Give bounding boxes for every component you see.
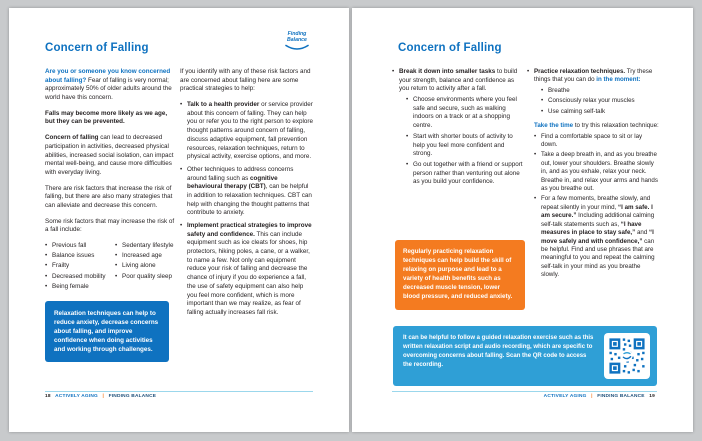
callout-guided-relaxation xyxy=(393,326,657,386)
qr-code-icon xyxy=(604,333,650,379)
relaxation-list xyxy=(527,68,660,280)
bullet-item: • Practice relaxation techniques. Try these things that you can do in the moment: • Breathe • Consciously relax your muscles • Use calming self-talk Take the time to try this relaxation technique: • Find a comfortable space to sit or lay down. • Take a deep breath in, and as you breathe out, lower your shoulders. Breathe slowly in, and as you exhale, relax your neck. Breathe in, and relax your arms and hands as you breathe out. • For a few moments, breathe slowly, and repeat silently in your mind, “I am safe. I am secure.” Including additional calming self-talk statements such as, “I have measures in place to stay safe,” and “I move safely and with confidence,” can be helpful. Find and use phrases that are meaningful to you and repeat the calming self-talk in your mind as you breathe slowly. xyxy=(527,68,660,280)
footer-brand: ACTIVELY AGING xyxy=(543,394,587,399)
list-item: • Balance issues xyxy=(45,252,106,260)
paragraph: Concern of falling can lead to decreased participation in activities, decreased physical abilities, increased social isolation, can impact mental well-being, and cause more difficulties with everyday living. xyxy=(45,134,174,176)
list-item: • Living alone xyxy=(115,262,176,270)
callout-relaxation-orange: Regularly practicing relaxation techniques can help build the skill of relaxing on purpose and lead to a variety of health benefits such as decreased muscle tension, lower blood pressure, and reduced anxiety. xyxy=(395,240,525,310)
footer-divider: | xyxy=(591,394,593,399)
footer-booklet-title: FINDING BALANCE xyxy=(108,394,157,399)
list-item: • Decreased mobility xyxy=(45,273,106,281)
paragraph: Falls may become more likely as we age, but they can be prevented. xyxy=(45,109,168,126)
page-title: Concern of Falling xyxy=(398,42,502,54)
logo-swoosh-icon xyxy=(284,44,310,51)
strategies-list xyxy=(180,101,314,318)
page-right xyxy=(352,8,693,432)
bullet-item: • Talk to a health provider or service provider about this concern of falling. They can help you or refer you to the right person to explore thought patterns around concern of falling, discuss adaptive equipment, fall prevention resources, relaxation techniques, return to physical activity, exercise options, and more. xyxy=(180,101,314,162)
bullet-item: • Implement practical strategies to improve safety and confidence. This can include equipment such as ice cleats for shoes, hip protectors, hiking poles, a cane, or a walker, to name a few. Not only can equipment reduce your risk of falling and decrease the chance of injury if you do experience a fall, the use of safety equipment can also help you feel more confident, which is more important than we may realize, as fear of falling actually increases fall risk. xyxy=(180,222,314,318)
risk-list-a xyxy=(45,242,106,293)
risk-list-b xyxy=(115,242,176,293)
sub-bullet-item: • Use calming self-talk xyxy=(541,108,660,116)
page-title: Concern of Falling xyxy=(45,42,149,54)
sub-bullet-item: • For a few moments, breathe slowly, and repeat silently in your mind, “I am safe. I am secure.” Including additional calming self-talk statements such as, “I have measures in place to stay safe,” and “I move safely and with confidence,” can be helpful. Find and use phrases that are meaningful to you and repeat the calming self-talk in your mind as you breathe slowly. xyxy=(534,195,660,279)
paragraph: Take the time to try this relaxation technique: xyxy=(534,122,659,130)
bullet-item: • Other techniques to address concerns around falling such as cognitive behavioural therapy (CBT), can be helpful in addition to relaxation techniques. CBT can help with changing the thought patterns that contribute to anxiety. xyxy=(180,166,314,218)
footer-rule xyxy=(45,391,313,392)
technique-list xyxy=(534,133,660,280)
footer-brand: ACTIVELY AGING xyxy=(55,394,98,399)
list-item: • Sedentary lifestyle xyxy=(115,242,176,250)
sub-list xyxy=(399,96,524,187)
sub-bullet-item: • Choose environments where you feel safe and secure, such as walking indoors on a track or at a shopping centre. xyxy=(406,96,524,131)
sub-bullet-item: • Take a deep breath in, and as you breathe out, lower your shoulders. Breathe slowly in, and as you exhale, relax your neck. Breathe in, and relax your arms and hands as you breathe out. xyxy=(534,151,660,193)
in-the-moment-list xyxy=(534,87,660,116)
right-column-1 xyxy=(392,68,524,194)
page-number: 18 xyxy=(45,394,51,399)
banner-text: It can be helpful to follow a guided relaxation exercise such as this written relaxation script and audio recording, which are specific to overcoming concerns about falling. Scan the QR code to access the recording. xyxy=(403,335,594,368)
tasks-list xyxy=(392,68,524,187)
sub-bullet-item: • Consciously relax your muscles xyxy=(541,97,660,105)
sub-bullet-item: • Go out together with a friend or support person rather than venturing out alone as you build your confidence. xyxy=(406,161,524,187)
footer-rule xyxy=(392,391,657,392)
logo-text: Finding Balance xyxy=(287,31,307,43)
bullet-item: • Break it down into smaller tasks to build your strength, balance and confidence as you return to activity after a fall. • Choose environments where you feel safe and secure, such as walking indoors on a track or at a shopping centre. • Start with shorter bouts of activity to help you feel more confident and strong. • Go out together with a friend or support person rather than venturing out alone as you build your confidence. xyxy=(392,68,524,187)
sub-bullet-item: • Start with shorter bouts of activity to help you feel more confident and strong. xyxy=(406,133,524,159)
left-column-1 xyxy=(45,68,176,362)
page-number: 19 xyxy=(649,394,655,399)
list-item: • Frailty xyxy=(45,262,106,270)
sub-bullet-item: • Find a comfortable space to sit or lay down. xyxy=(534,133,660,150)
sub-bullet-item: • Breathe xyxy=(541,87,660,95)
page-left xyxy=(9,8,349,432)
footer-booklet-title: FINDING BALANCE xyxy=(597,394,645,399)
footer xyxy=(45,394,156,399)
list-item: • Previous fall xyxy=(45,242,106,250)
list-item: • Poor quality sleep xyxy=(115,273,176,281)
paragraph: There are risk factors that increase the risk of falling, but there are also many strategies that can alleviate and decrease this concern. xyxy=(45,184,173,209)
callout-relaxation-blue: Relaxation techniques can help to reduce anxiety, decrease concerns about falling, and improve confidence when doing activities and working through challenges. xyxy=(45,301,169,363)
paragraph: Are you or someone you know concerned about falling? Fear of falling is very normal; approximately 50% of older adults around the world have this concern. xyxy=(45,68,172,102)
list-item: • Being female xyxy=(45,283,106,291)
paragraph: Some risk factors that may increase the risk of a fall include: xyxy=(45,217,175,234)
right-column-2 xyxy=(527,68,660,287)
footer xyxy=(544,394,655,399)
paragraph: If you identify with any of these risk factors and are concerned about falling here are some practical strategies to help: xyxy=(180,68,311,93)
left-column-2 xyxy=(180,68,314,325)
risk-factor-lists xyxy=(45,242,176,293)
footer-divider: | xyxy=(102,394,105,399)
finding-balance-logo xyxy=(277,32,317,51)
list-item: • Increased age xyxy=(115,252,176,260)
